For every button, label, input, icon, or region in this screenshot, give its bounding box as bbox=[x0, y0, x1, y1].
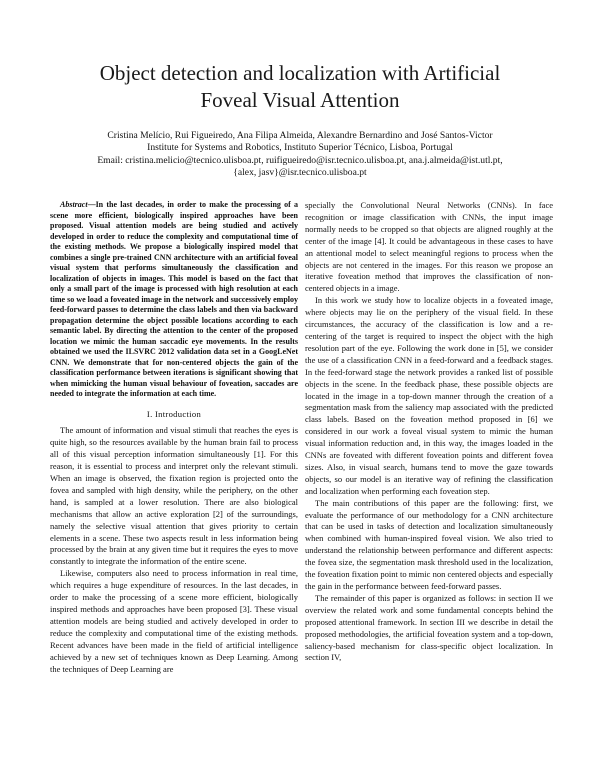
intro-paragraph-2: Likewise, computers also need to process information in real time, which requires a huge expenditure of resources. In the last decades, in order to make the processing of a scene more efficient, biologically inspired methods and approaches have been proposed [3]. These visual attention models are being studied and actively developed in order to reduce the complexity and computational time of the existing methods. Recent advances have been made in the field of artificial intelligence achieved by a new set of techniques known as Deep Learning. Among the techniques of Deep Learning are bbox=[50, 568, 298, 674]
paper-title bbox=[50, 60, 550, 114]
abstract bbox=[50, 200, 298, 400]
right-column bbox=[305, 200, 553, 664]
title-line-1: Object detection and localization with Artificial bbox=[99, 61, 501, 85]
intro-paragraph-4: In this work we study how to localize objects in a foveated image, where objects may lie on the periphery of the visual field. In these circumstances, the accuracy of the classification is low and a re-centering of the target is required to inspect the object with the high resolution part of the eye. Following the work done in [5], we consider the use of a classification CNN in a feed-forward and a feedback stages. In the feed-forward stage the network provides a ranked list of possible objects in the scene. In the feedback phase, these possible objects are located in the image in a top-down manner through the creation of a segmentation mask from the saliency map associated with the predicted class labels. Based on the foveation method proposed in [6] we considered in our work a foveal visual system to mimic the human visual information reduction and, in this way, the images loaded in the CNNs are foveated with different foveation points and different fovea sizes. Also, in visual search, humans tend to move the gaze towards objects, so our model is an iterative way of refining the classification and localization when performing each foveation step. bbox=[305, 295, 553, 496]
abstract-label: Abstract bbox=[60, 200, 88, 209]
author-names: Cristina Melício, Rui Figueiredo, Ana Filipa Almeida, Alexandre Bernardino and José Santos-Victor bbox=[107, 130, 493, 141]
intro-paragraph-1: The amount of information and visual stimuli that reaches the eyes is quite high, so the resources available by the human brain fail to process all of this visual perception information simultaneously [1]. For this reason, it is essential to process and interpret only the relevant stimuli. When an image is observed, the fixation region is projected onto the fovea and sampled with high density, while the periphery, on the other hand, is sampled at a lower resolution. There are also biological mechanisms that allow an active exploration [2] of the surroundings, namely the selective visual attention that gives priority to certain elements in a scene. These two aspects result in less information being processed by the brain at any given time but it requires the eyes to move constantly to integrate the information of the entire scene. bbox=[50, 425, 298, 567]
affiliation: Institute for Systems and Robotics, Instituto Superior Técnico, Lisboa, Portugal bbox=[147, 142, 453, 154]
email-line-1: Email: cristina.melicio@tecnico.ulisboa.pt, ruifigueiredo@isr.tecnico.ulisboa.pt, ana.j.almeida@ist.utl.pt, bbox=[97, 154, 503, 166]
left-column bbox=[50, 200, 298, 675]
abstract-text: —In the last decades, in order to make the processing of a scene more efficient, biologically inspired approaches have been proposed. Visual attention models are being studied and actively developed in order to reduce the complexity and computational time of the existing methods. We propose a biologically inspired model that combines a single pre-trained CNN architecture with an artificial foveal visual system that performs simultaneously the classification and localization of objects in images. This model is based on the fact that only a small part of the image is processed with high resolution at each time so we load a foveated image in the network and successively employ feed-forward passes to determine the class labels and then via backward propagation determine the object possible locations according to each semantic label. By directing the attention to the center of the proposed location we mimic the human saccadic eye movements. In the results obtained we used the ILSVRC 2012 validation data set in a GoogLeNet CNN. We demonstrate that for non-centered objects the gain of the classification performance between iterations is significant showing that when mimicking the human visual behaviour of foveation, saccades are needed to integrate the information at each time. bbox=[50, 200, 298, 398]
intro-paragraph-3: specially the Convolutional Neural Networks (CNNs). In face recognition or image classification with CNNs, the input image normally needs to be cropped so that objects are aligned roughly at the center of the image [4]. It could be advantageous in these cases to have an attentional model to select meaningful regions to process when the objects are not centered in the images. For this reason we propose an iterative foveation method that improves the classification of non-centered objects in a image. bbox=[305, 200, 553, 294]
author-block bbox=[40, 130, 560, 179]
section-heading-introduction: I. Introduction bbox=[146, 408, 202, 419]
intro-paragraph-5: The main contributions of this paper are the following: first, we evaluate the performance of our methodology for a CNN architecture that can be used in tasks of detection and localization simultaneously when combined with human-inspired foveal vision. We also tried to understand the relationship between performance and different aspects: the fovea size, the segmentation mask threshold used in the localization, the foveation fixation point to mimic non centered objects and especially the gain in the performance between feed-forward passes. bbox=[305, 497, 553, 591]
intro-paragraph-6: The remainder of this paper is organized as follows: in section II we overview the related work and some fundamental concepts behind the proposed attentional framework. In section III we describe in detail the proposed methodologies, the artificial foveation system and a top-down, saliency-based mechanism for class-specific object localization. In section IV, bbox=[305, 592, 553, 663]
title-line-2: Foveal Visual Attention bbox=[200, 88, 400, 112]
email-line-2: {alex, jasv}@isr.tecnico.ulisboa.pt bbox=[233, 166, 367, 178]
